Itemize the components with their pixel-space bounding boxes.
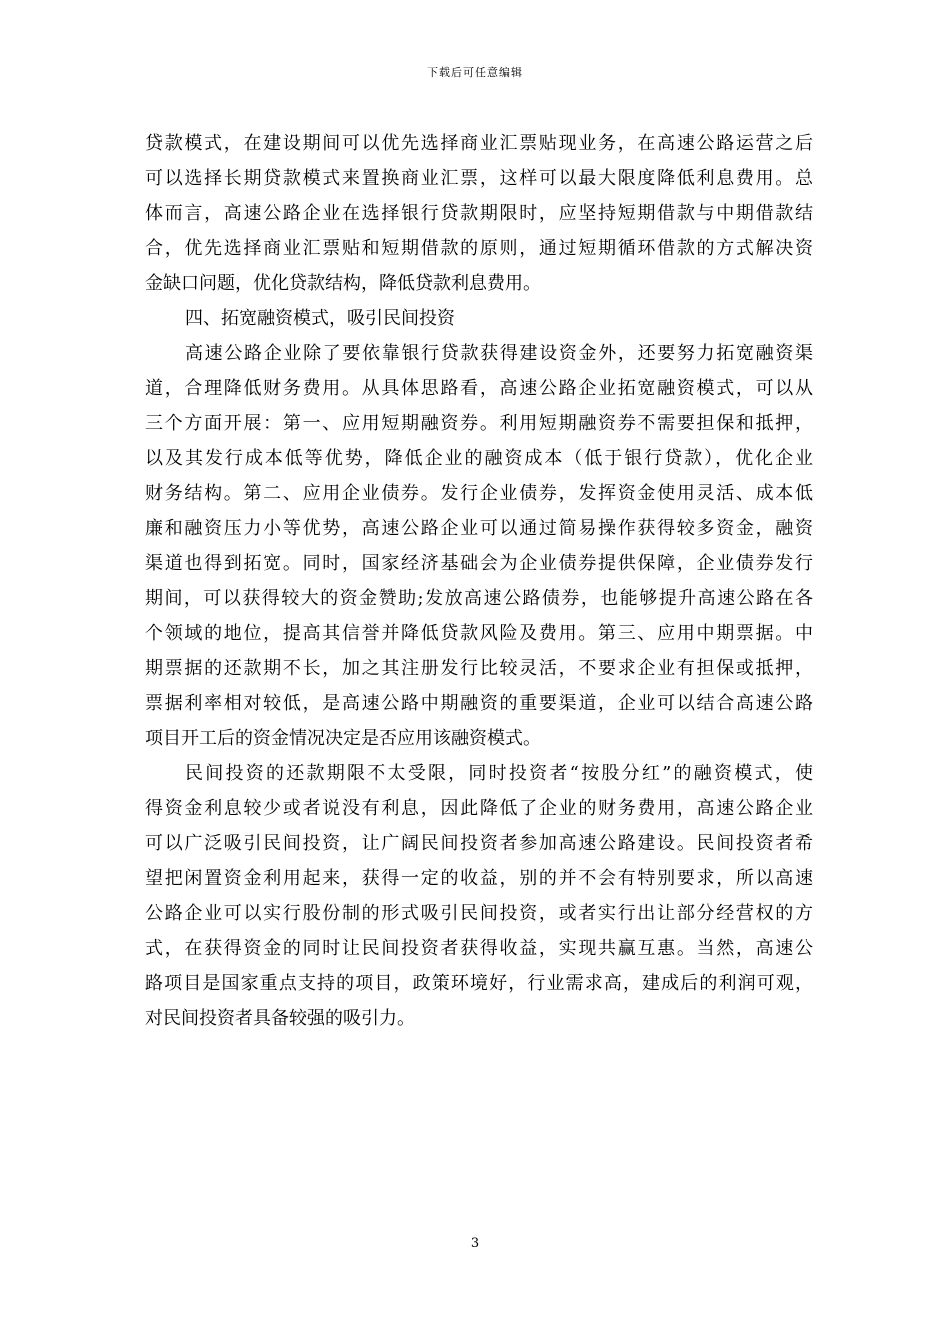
text-line: 体而言，高速公路企业在选择银行贷款期限时，应坚持短期借款与中期借款结 xyxy=(145,203,813,224)
document-body xyxy=(145,126,813,1036)
text-line: 民间投资的还款期限不太受限，同时投资者“按股分红”的融资模式，使 xyxy=(185,763,813,784)
text-line: 合，优先选择商业汇票贴和短期借款的原则，通过短期循环借款的方式解决资 xyxy=(145,238,813,259)
page-header: 下载后可任意编辑 xyxy=(427,66,523,79)
text-line: 三个方面开展：第一、应用短期融资券。利用短期融资券不需要担保和抵押， xyxy=(145,413,813,434)
text-line: 期间，可以获得较大的资金赞助;发放高速公路债券，也能够提升高速公路在各 xyxy=(145,588,813,609)
text-line: 票据利率相对较低，是高速公路中期融资的重要渠道，企业可以结合高速公路 xyxy=(145,693,813,714)
text-line: 期票据的还款期不长，加之其注册发行比较灵活，不要求企业有担保或抵押， xyxy=(145,658,813,679)
heading-text: 四、拓宽融资模式，吸引民间投资 xyxy=(185,308,455,329)
text-line: 得资金利息较少或者说没有利息，因此降低了企业的财务费用，高速公路企业 xyxy=(145,798,813,819)
paragraph xyxy=(145,336,813,756)
paragraph xyxy=(145,126,813,301)
text-line: 公路企业可以实行股份制的形式吸引民间投资，或者实行出让部分经营权的方 xyxy=(145,903,813,924)
text-line: 式，在获得资金的同时让民间投资者获得收益，实现共赢互惠。当然，高速公 xyxy=(145,938,813,959)
text-line: 金缺口问题，优化贷款结构，降低贷款利息费用。 xyxy=(145,273,541,294)
text-line: 望把闲置资金利用起来，获得一定的收益，别的并不会有特别要求，所以高速 xyxy=(145,868,813,889)
paragraph xyxy=(145,756,813,1036)
text-line: 个领域的地位，提高其信誉并降低贷款风险及费用。第三、应用中期票据。中 xyxy=(145,623,813,644)
text-line: 对民间投资者具备较强的吸引力。 xyxy=(145,1008,415,1029)
text-line: 以及其发行成本低等优势，降低企业的融资成本（低于银行贷款），优化企业 xyxy=(145,448,813,469)
text-line: 贷款模式，在建设期间可以优先选择商业汇票贴现业务，在高速公路运营之后 xyxy=(145,133,813,154)
text-line: 路项目是国家重点支持的项目，政策环境好，行业需求高，建成后的利润可观， xyxy=(145,973,813,994)
text-line: 可以选择长期贷款模式来置换商业汇票，这样可以最大限度降低利息费用。总 xyxy=(145,168,813,189)
text-line: 项目开工后的资金情况决定是否应用该融资模式。 xyxy=(145,728,541,749)
section-heading xyxy=(145,301,813,336)
text-line: 高速公路企业除了要依靠银行贷款获得建设资金外，还要努力拓宽融资渠 xyxy=(185,343,813,364)
text-line: 财务结构。第二、应用企业债券。发行企业债券，发挥资金使用灵活、成本低 xyxy=(145,483,813,504)
text-line: 可以广泛吸引民间投资，让广阔民间投资者参加高速公路建设。民间投资者希 xyxy=(145,833,813,854)
text-line: 渠道也得到拓宽。同时，国家经济基础会为企业债券提供保障，企业债券发行 xyxy=(145,553,813,574)
page-number: 3 xyxy=(470,1236,480,1251)
text-line: 道，合理降低财务费用。从具体思路看，高速公路企业拓宽融资模式，可以从 xyxy=(145,378,813,399)
text-line: 廉和融资压力小等优势，高速公路企业可以通过简易操作获得较多资金，融资 xyxy=(145,518,813,539)
